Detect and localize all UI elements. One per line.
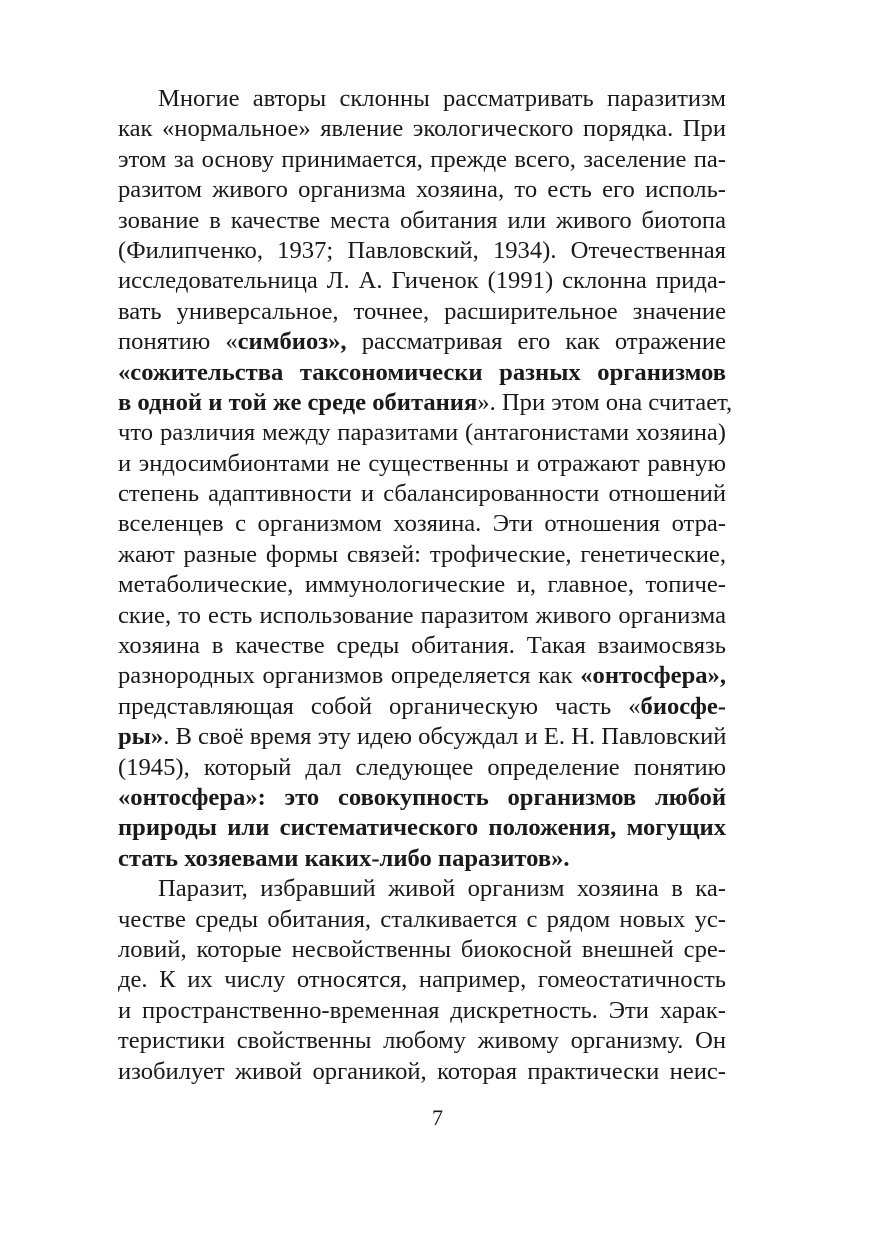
text-line [118,905,726,935]
bold-text-run: в одной и той же среде обитания [118,388,478,416]
text-line [118,570,726,600]
text-run: де. К их числу относятся, например, гомеостатичность [118,966,726,994]
text-run: и эндосимбионтами не существенны и отражают равную [118,449,726,477]
text-run: понятию « [118,328,238,356]
text-line [118,236,726,266]
text-line [118,1026,726,1056]
text-run: теристики свойственны любому живому организму. Он [118,1027,726,1055]
text-line [118,996,726,1026]
bold-text-run: «онтосфера», [580,662,726,690]
text-run: этом за основу принимается, прежде всего, заселение па- [118,145,726,173]
text-line [118,114,726,144]
text-line [118,722,726,752]
text-line [118,935,726,965]
text-run: Паразит, избравший живой организм хозяина в ка- [158,875,726,903]
text-run: зование в качестве места обитания или живого биотопа [118,206,726,234]
text-run: хозяина в качестве среды обитания. Такая взаимосвязь [118,632,726,660]
text-run: степень адаптивности и сбалансированности отношений [118,480,726,508]
text-line [118,661,726,691]
text-run: разнородных организмов определяется как [118,662,581,690]
text-line [118,358,726,388]
text-run: исследовательница Л. А. Гиченок (1991) склонна прида- [118,267,726,295]
text-line [118,965,726,995]
text-line [118,540,726,570]
text-line [118,601,726,631]
text-run: . В своё время эту идею обсуждал и Е. Н. Павловский [163,723,727,751]
text-run: как «нормальное» явление экологического порядка. При [118,115,726,143]
text-line [118,449,726,479]
text-line [118,388,733,418]
text-line [118,418,726,448]
text-line [118,1057,726,1087]
text-run: ские, то есть использование паразитом живого организма [118,601,726,629]
text-run: разитом живого организма хозяина, то есть его исполь- [118,176,726,204]
text-run: (Филипченко, 1937; Павловский, 1934). Отечественная [118,236,726,264]
text-run: изобилует живой органикой, которая практически неис- [118,1057,726,1085]
text-line [118,844,726,874]
text-line [118,297,726,327]
text-line [118,783,726,813]
bold-text-run: ры» [118,723,164,751]
bold-text-run: стать хозяевами каких-либо паразитов». [118,844,570,872]
bold-text-run: «онтосфера»: это совокупность организмов любой [118,783,726,811]
text-run: жают разные формы связей: трофические, генетические, [118,540,726,568]
text-line [118,692,726,722]
text-line [118,631,726,661]
text-run: метаболические, иммунологические и, главное, топиче- [118,571,726,599]
text-line [118,266,726,296]
text-line [118,206,726,236]
text-line [118,145,726,175]
text-line [118,813,726,843]
text-run: вселенцев с организмом хозяина. Эти отношения отра- [118,510,726,538]
text-run: ». При этом она считает, [477,388,733,416]
bold-text-run: симбиоз», [237,328,347,356]
text-run: что различия между паразитами (антагонистами хозяина) [118,419,726,447]
text-run: рассматривая его как отражение [346,328,726,356]
text-line [118,874,726,904]
bold-text-run: природы или систематического положения, могущих [118,814,726,842]
text-run: и пространственно-временная дискретность. Эти харак- [118,996,726,1024]
text-run: вать универсальное, точнее, расширительное значение [118,297,726,325]
text-line [118,327,726,357]
text-line [118,84,726,114]
text-run: Многие авторы склонны рассматривать паразитизм [158,85,726,112]
text-run: честве среды обитания, сталкивается с рядом новых ус- [118,905,726,933]
text-line [118,509,726,539]
bold-text-run: биосфе- [640,692,726,720]
text-line [118,479,726,509]
text-line [118,753,726,783]
text-run: ловий, которые несвойственны биокосной внешней сре- [118,935,726,963]
text-line [118,175,726,205]
page-number: 7 [432,1105,443,1130]
text-run: представляющая собой органическую часть « [118,692,641,720]
body-text [118,84,733,1087]
bold-text-run: «сожительства таксономически разных организмов [118,358,726,386]
text-run: (1945), который дал следующее определение понятию [118,753,726,781]
